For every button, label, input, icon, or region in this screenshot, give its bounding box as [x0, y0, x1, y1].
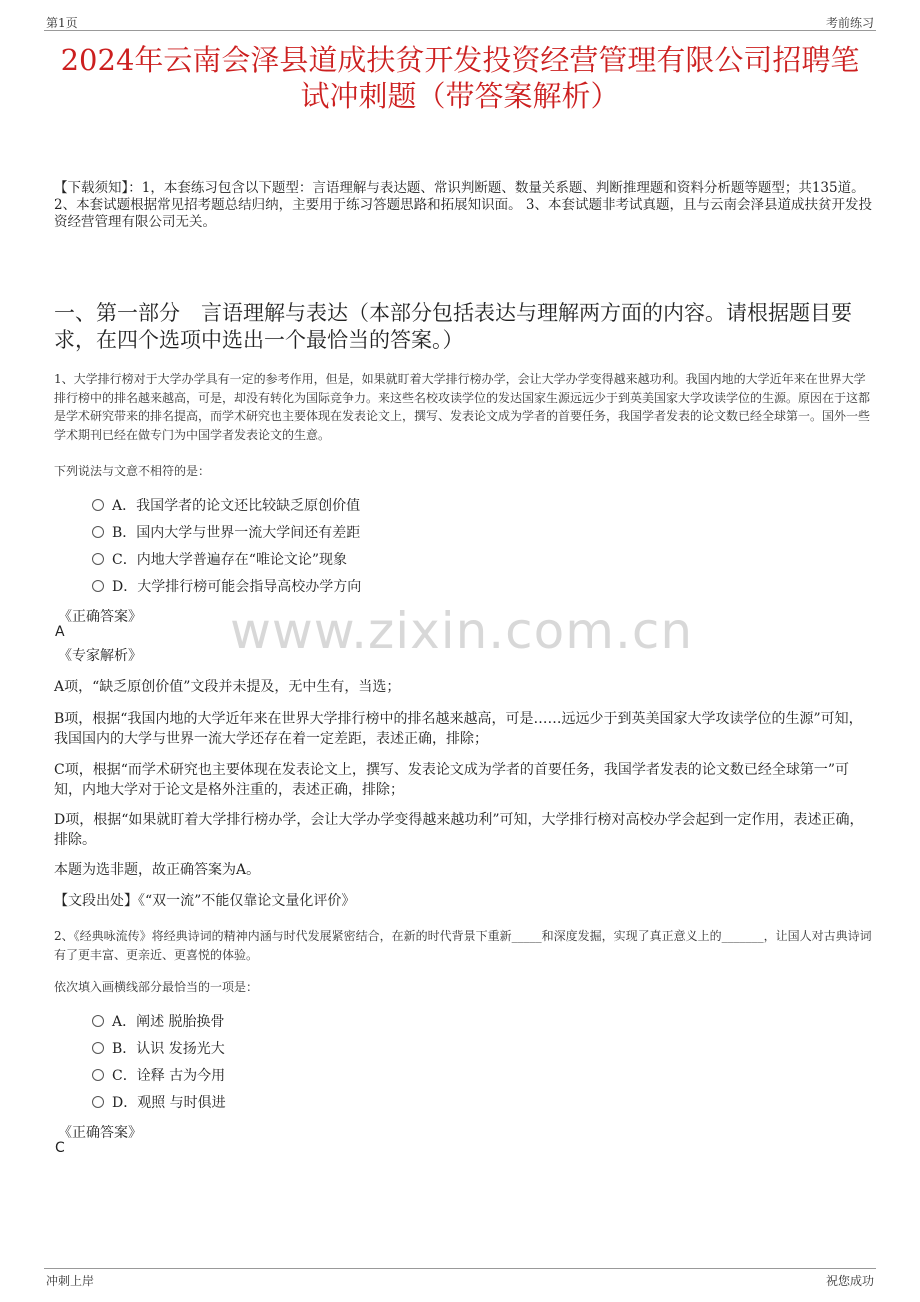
q1-option-c[interactable]: C．内地大学普遍存在“唯论文论”现象 [92, 551, 347, 569]
q1-analysis-a: A项，“缺乏原创价值”文段并未提及，无中生有，当选； [54, 679, 401, 695]
radio-icon[interactable] [92, 1069, 104, 1081]
title-line-2: 试冲刺题（带答案解析） [300, 79, 620, 113]
radio-icon[interactable] [92, 1042, 104, 1054]
radio-icon[interactable] [92, 1096, 104, 1108]
download-notice: 【下载须知】：1，本套练习包含以下题型：言语理解与表达题、常识判断题、数量关系题、判断推理题和资料分析题等题型；共135道。 2、本套试题根据常见招考题总结归纳，主要用于练习答题思路和拓展知识面。 3、本套试题非考试真题，且与云南会泽县道成扶贫开发投资经营管理有限公司无关。 [54, 180, 872, 230]
radio-icon[interactable] [92, 499, 104, 511]
q1-option-b[interactable]: B．国内大学与世界一流大学间还有差距 [92, 524, 360, 542]
q2-option-d[interactable]: D．观照 与时俱进 [92, 1094, 226, 1112]
question-2-text: 2、《经典咏流传》将经典诗词的精神内涵与时代发展紧密结合，在新的时代背景下重新_____和深度发掘，实现了真正意义上的_______，让国人对古典诗词有了更丰富、更亲近、更喜悦的体验。 [54, 929, 872, 962]
footer-right-text: 祝您成功 [825, 1274, 874, 1288]
q1-answer-label: 《正确答案》 [58, 609, 142, 625]
q2-option-b[interactable]: B．认识 发扬光大 [92, 1040, 225, 1058]
radio-icon[interactable] [92, 553, 104, 565]
q1-analysis-d: D项，根据“如果就盯着大学排行榜办学，会让大学办学变得越来越功利”可知，大学排行榜对高校办学会起到一定作用，表述正确，排除。 [54, 812, 864, 848]
footer-left-text: 冲刺上岸 [46, 1274, 95, 1288]
radio-icon[interactable] [92, 580, 104, 592]
q2-option-c[interactable]: C．诠释 古为今用 [92, 1067, 225, 1085]
q1-conclusion: 本题为选非题，故正确答案为A。 [54, 862, 261, 878]
page-footer [44, 1268, 876, 1289]
q1-source: 【文段出处】《“双一流”不能仅靠论文量化评价》 [54, 893, 356, 909]
q2-option-a[interactable]: A．阐述 脱胎换骨 [92, 1013, 225, 1031]
page-title [40, 42, 880, 114]
header-tag: 考前练习 [825, 16, 874, 30]
section-heading: 一、第一部分 言语理解与表达（本部分包括表达与理解两方面的内容。请根据题目要求，在四个选项中选出一个最恰当的答案。） [54, 301, 852, 352]
q1-analysis-c: C项，根据“而学术研究也主要体现在发表论文上，撰写、发表论文成为学者的首要任务，我国学者发表的论文数已经全球第一”可知，内地大学对于论文是格外注重的，表述正确，排除； [54, 762, 850, 798]
question-1-text: 1、大学排行榜对于大学办学具有一定的参考作用，但是，如果就盯着大学排行榜办学，会让大学办学变得越来越功利。我国内地的大学近年来在世界大学排行榜中的排名越来越高，可是，却没有转化为国际竞争力。来这些名校攻读学位的发达国家生源远远少于到英美国家大学攻读学位的生源。原因在于这都是学术研究带来的排名提高，而学术研究也主要体现在发表论文上，撰写、发表论文成为学者的首要任务，我国学者发表的论文数已经全球第一。国外一些学术期刊已经在做专门为中国学者发表论文的生意。 [54, 372, 871, 442]
watermark: www.zixin.com.cn [230, 602, 694, 660]
question-1-prompt: 下列说法与文意不相符的是： [54, 464, 211, 478]
q1-answer: A [55, 624, 65, 640]
page-header [44, 12, 876, 31]
title-line-1: 2024年云南会泽县道成扶贫开发投资经营管理有限公司招聘笔 [60, 43, 860, 77]
q1-option-d[interactable]: D．大学排行榜可能会指导高校办学方向 [92, 578, 361, 596]
q1-option-a[interactable]: A．我国学者的论文还比较缺乏原创价值 [92, 497, 360, 515]
q1-analysis-label: 《专家解析》 [58, 648, 142, 664]
question-2-prompt: 依次填入画横线部分最恰当的一项是： [54, 980, 259, 994]
radio-icon[interactable] [92, 526, 104, 538]
page-number: 第1页 [46, 16, 78, 30]
radio-icon[interactable] [92, 1015, 104, 1027]
q2-answer: C [55, 1140, 65, 1156]
q1-analysis-b: B项，根据“我国内地的大学近年来在世界大学排行榜中的排名越来越高，可是……远远少于到英美国家大学攻读学位的生源”可知，我国国内的大学与世界一流大学还存在着一定差距，表述正确，排除； [54, 711, 863, 747]
q2-answer-label: 《正确答案》 [58, 1125, 142, 1141]
